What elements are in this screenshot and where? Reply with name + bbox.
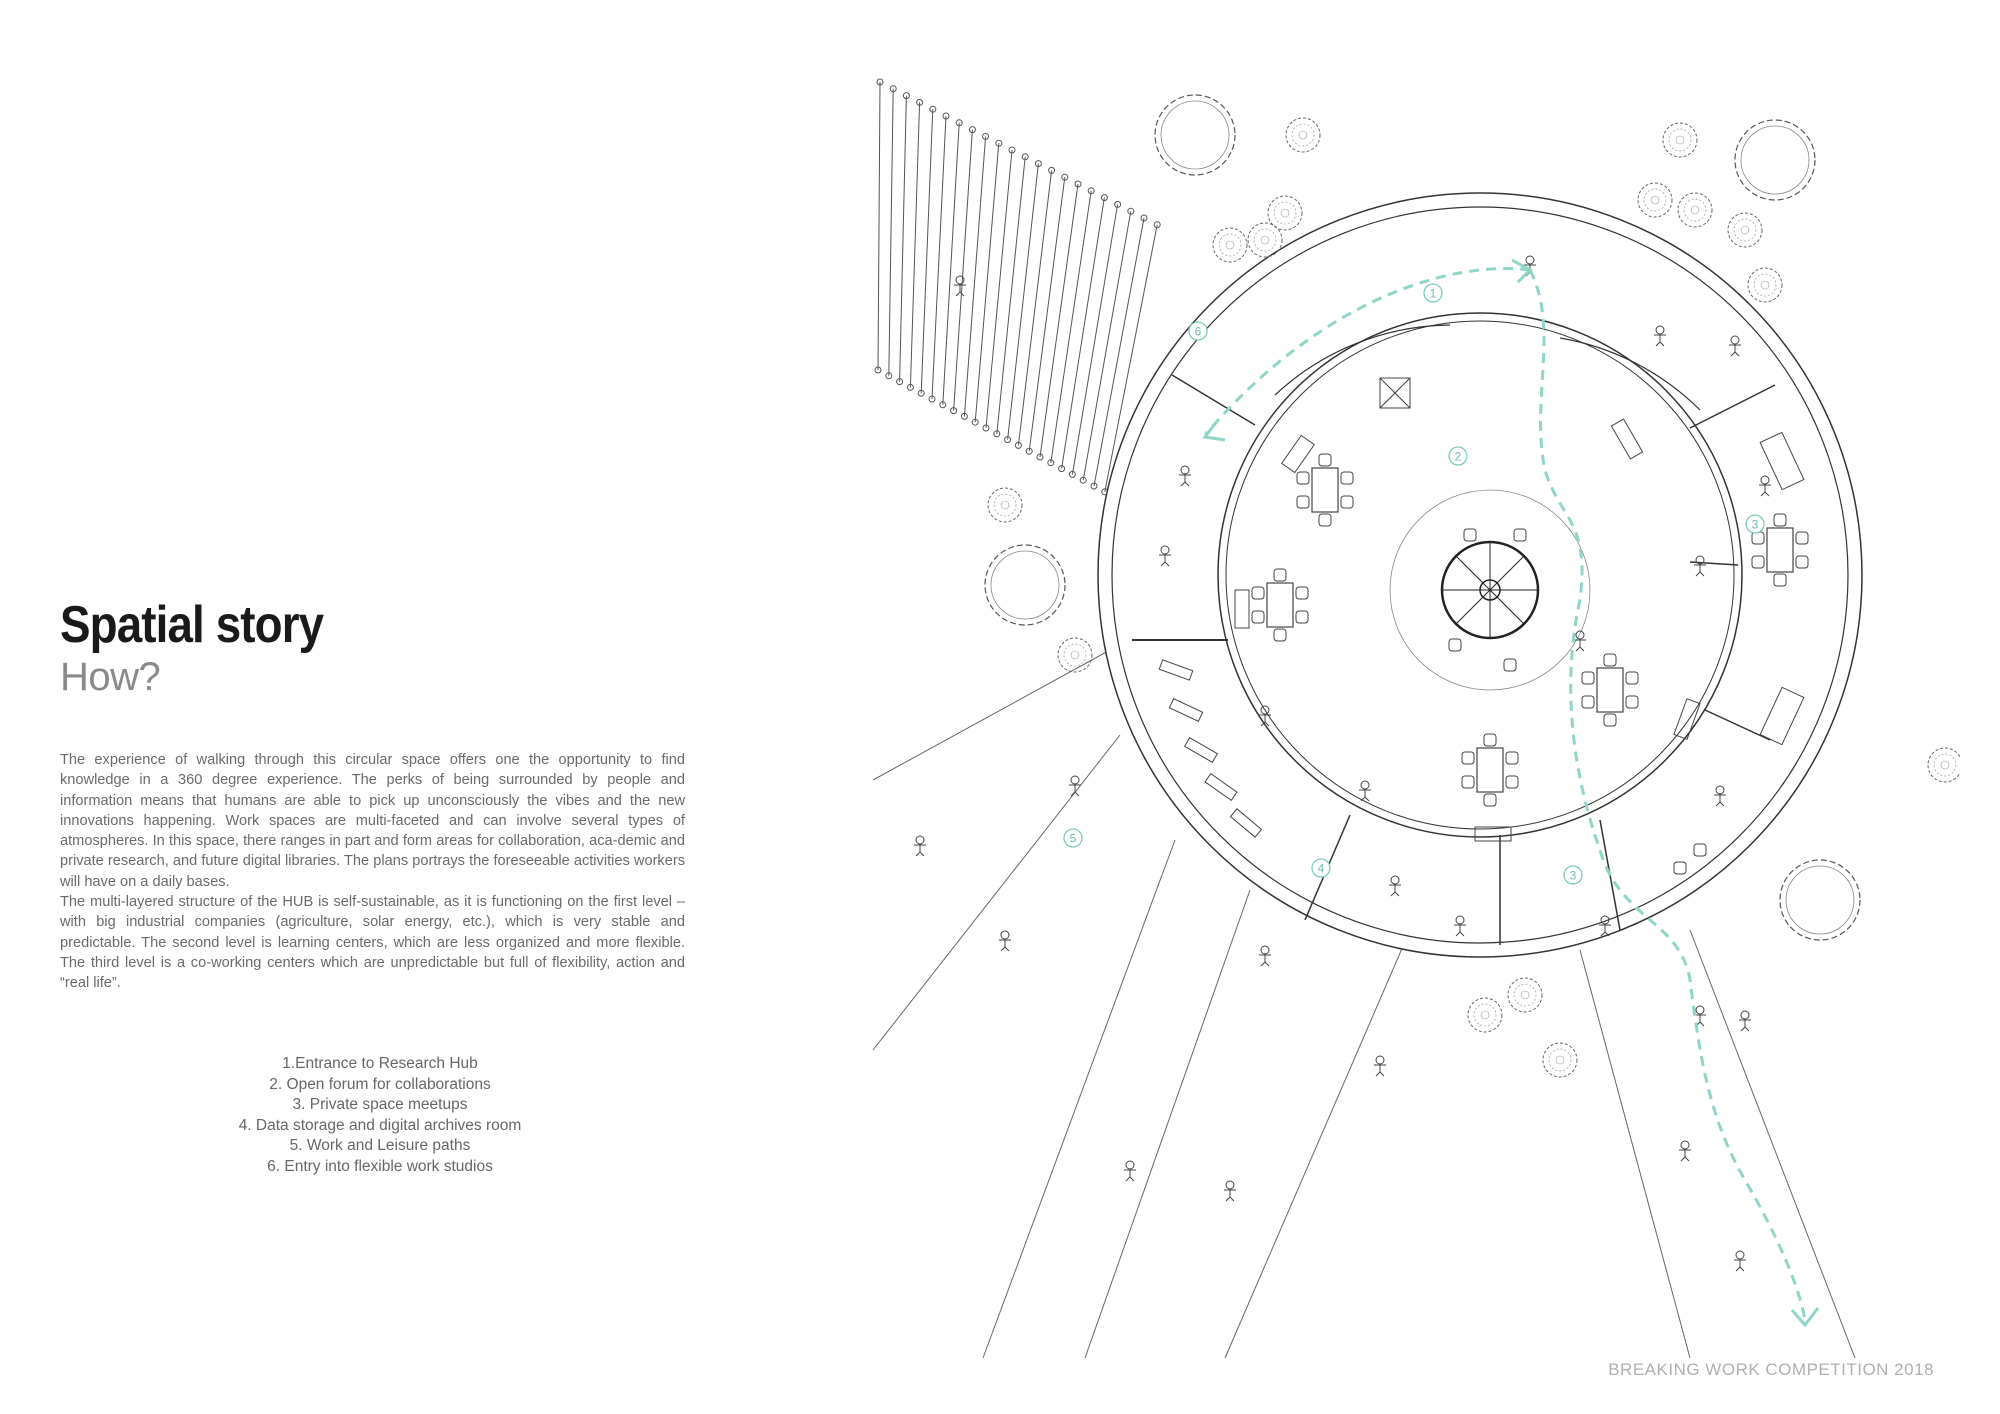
svg-text:2: 2 (1454, 449, 1462, 464)
svg-text:6: 6 (1194, 324, 1202, 339)
competition-footer: BREAKING WORK COMPETITION 2018 (1608, 1360, 1934, 1379)
legend-item: 2. Open forum for collaborations (269, 1075, 491, 1093)
legend-list (200, 1054, 560, 1177)
page-subtitle: How? (60, 655, 161, 699)
description-text (60, 750, 685, 994)
page-title: Spatial story (60, 596, 324, 654)
svg-text:1: 1 (1429, 286, 1437, 301)
legend-item: 6. Entry into flexible work studios (267, 1157, 493, 1175)
legend-item: 4. Data storage and digital archives room (238, 1116, 522, 1134)
pergola (875, 79, 1160, 495)
svg-text:4: 4 (1317, 861, 1325, 876)
marker-4 (1312, 859, 1330, 877)
legend-item: 3. Private space meetups (292, 1096, 468, 1113)
marker-6 (1189, 322, 1207, 340)
svg-text:5: 5 (1069, 831, 1077, 846)
marker-3 (1564, 866, 1582, 884)
marker-3 (1746, 515, 1764, 533)
description-paragraph-1: The experience of walking through this circular space offers one the opportunity to find knowledge in a 360 degree experience. The perks of being surrounded by people and information means that humans are able to pick up unconsciously the vibes and the new innovations happening. Work spaces are multi-faceted and can involve several types of atmospheres. In this space, there ranges in part and form areas for collaboration, aca-demic and private research, and future digital libraries. The plans portrays the foreseeable activities workers will have on a daily bases. (60, 752, 685, 890)
marker-2 (1449, 447, 1467, 465)
building-outline (1098, 193, 1862, 957)
legend-item: 1.Entrance to Research Hub (282, 1055, 478, 1072)
marker-1 (1424, 284, 1442, 302)
legend-item: 5. Work and Leisure paths (289, 1137, 471, 1154)
svg-text:3: 3 (1751, 517, 1759, 532)
floor-plan-drawing (860, 60, 1960, 1360)
svg-text:3: 3 (1569, 868, 1577, 883)
marker-5 (1064, 829, 1082, 847)
description-paragraph-2: The multi-layered structure of the HUB is self-sustainable, as it is functioning on the first level – with big industrial companies (agriculture, solar energy, etc.), which is very stable and predictable. The second level is learning centers, which are less organized and more flexible. The third level is a co-working centers which are unpredictable but full of flexibility, action and “real life”. (60, 894, 685, 992)
